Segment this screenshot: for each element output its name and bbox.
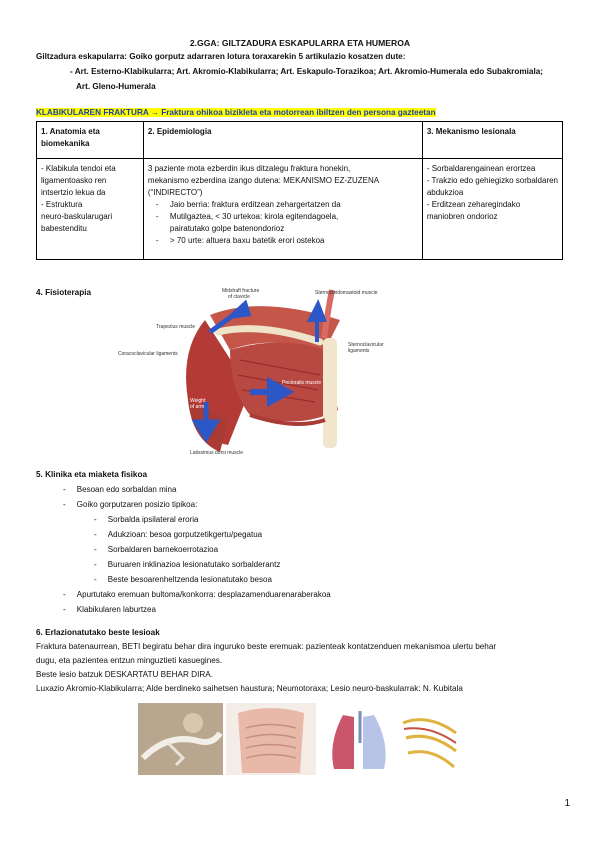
- klinika-subitem: - Sorbaldaren barnekoerrotazioa: [94, 545, 219, 554]
- cell-line: - Estruktura: [41, 200, 83, 209]
- table-cell-anatomia: [37, 159, 144, 260]
- erlazionatutako-heading: 6. Erlazionatutako beste lesioak: [36, 628, 160, 637]
- cell-line: - Trakzio edo gehiegizko sorbaldaren: [426, 176, 558, 185]
- pneumothorax-illustration: [319, 703, 397, 775]
- klinika-item-text: Goiko gorputzaren posizio tipikoa:: [76, 500, 198, 509]
- klinika-subitem: - Sorbalda ipsilateral eroria: [94, 515, 199, 524]
- sternum-bone: [323, 338, 337, 448]
- highlight-text: KLABIKULAREN FRAKTURA → Fraktura ohikoa bizikleta eta motorrean ibiltzen den persona gazteetan: [36, 108, 436, 117]
- table-cell-epidemiologia: [143, 159, 422, 260]
- label-weight-2: of arm: [190, 404, 205, 410]
- cell-line: babestenditu: [41, 224, 87, 233]
- sub-item-text: Mutilgaztea, < 30 urtekoa: kirola egitendagoela,: [169, 212, 339, 221]
- label-latissimus: Latissimus dorsi muscle: [190, 450, 244, 456]
- highlight-heading: [36, 108, 436, 117]
- cell-line: mekanismo ezberdina izango dutena: MEKANISMO EZ-ZUZENA: [147, 176, 380, 185]
- erlazionatutako-line-2: dugu, eta pazientea entzun minguztieti kasuegines.: [36, 656, 223, 665]
- fisioterapia-heading: 4. Fisioterapia: [36, 288, 92, 297]
- cell-line: neuro-baskularugari: [41, 212, 113, 221]
- intro-line-3: Art. Gleno-Humerala: [76, 82, 156, 91]
- klinika-item-text: Apurtutako eremuan bultoma/konkorra: desplazamenduarenaraberakoa: [76, 590, 331, 599]
- page-number: 1: [564, 798, 570, 809]
- klinika-subitem: - Adukzioan: besoa gorputzetikgertu/pegatua: [94, 530, 263, 539]
- label-midshaft-2: of clavicle: [228, 294, 250, 300]
- cell-line: - Erditzean zeharegindako: [426, 200, 521, 209]
- cell-line: maniobren ondorioz: [426, 212, 498, 221]
- table-header-epidemiologia: 2. Epidemiologia: [143, 122, 422, 159]
- klinika-subitem-text: Sorbaldaren barnekoerrotazioa: [107, 545, 219, 554]
- sub-item: - Jaio berria: fraktura erditzean zehargertatzen da: [155, 200, 341, 209]
- intro-line-1: Giltzadura eskapularra: Goiko gorputz adarraren lotura toraxarekin 5 artikulazio kosatzen dute:: [36, 52, 406, 61]
- label-coracoclavicular: Coracoclavicular ligaments: [118, 351, 178, 357]
- klinika-heading: 5. Klinika eta miaketa fisikoa: [36, 470, 148, 479]
- klabikula-table: [36, 121, 563, 260]
- label-sternoclavicular-2: ligaments: [348, 348, 370, 354]
- table-header-mekanismoa: 3. Mekanismo lesionala: [422, 122, 562, 159]
- label-sternoclavicular: Sternoclavicular: [348, 342, 384, 348]
- table-cell-mekanismoa: [422, 159, 562, 260]
- klinika-subitem-text: Sorbalda ipsilateral eroria: [107, 515, 199, 524]
- erlazionatutako-line-3: Beste lesio batzuk DESKARTATU BEHAR DIRA.: [36, 670, 213, 679]
- klinika-item-text: Besoan edo sorbaldan mina: [76, 485, 177, 494]
- klinika-item: - Klabikularen laburtzea: [63, 605, 156, 614]
- intro-line-2: - Art. Esterno-Klabikularra; Art. Akromio-Klabikularra; Art. Eskapulo-Torazikoa; Art. Akromio-Humerala edo Subakromiala;: [70, 67, 543, 76]
- klinika-item: - Besoan edo sorbaldan mina: [63, 485, 177, 494]
- klinika-subitem: - Buruaren inklinazioa lesionatutako sorbalderantz: [94, 560, 281, 569]
- cell-line: - Sorbaldarengainean erortzea: [426, 164, 536, 173]
- klinika-subitem-text: Buruaren inklinazioa lesionatutako sorbalderantz: [107, 560, 281, 569]
- klinika-subitem-text: Adukzioan: besoa gorputzetikgertu/pegatua: [107, 530, 263, 539]
- table-header-anatomia: 1. Anatomia eta biomekanika: [37, 122, 144, 159]
- cell-line: - Klabikula tendoi eta: [41, 164, 116, 173]
- cell-line: 3 paziente mota ezberdin ikus ditzalegu fraktura honekin,: [147, 164, 351, 173]
- label-sternocleidomastoid: Sternocleidomastoid muscle: [315, 290, 378, 296]
- sub-item-text: pairatutako golpe batenondorioz: [169, 224, 285, 233]
- klinika-item: - Apurtutako eremuan bultoma/konkorra: desplazamenduarenaraberakoa: [63, 590, 331, 599]
- page-title: 2.GGA: GILTZADURA ESKAPULARRA ETA HUMEROA: [189, 38, 411, 48]
- sub-item: - > 70 urte: altuera baxu batetik erori ostekoa: [155, 236, 325, 245]
- label-trapezius: Trapezius muscle: [156, 324, 195, 330]
- erlazionatutako-line-4: Luxazio Akromio-Klabikularra; Alde berdineko saihetsen haustura; Neumotoraxa; Lesio neuro-baskularrak: N. Kubitala: [36, 684, 463, 693]
- label-pectoralis: Pectoralis muscle: [282, 380, 322, 386]
- cell-line: intsertzio lekua da: [41, 188, 106, 197]
- cell-line: (“INDIRECTO”): [147, 188, 203, 197]
- label-midshaft: Midshaft fracture: [222, 288, 260, 294]
- cell-line: ligamentoasko ren: [41, 176, 107, 185]
- klinika-subitem-text: Beste besoarenheltzenda lesionatutako besoa: [107, 575, 272, 584]
- sub-item-continuation: [148, 223, 418, 235]
- cell-line: abdukzioa: [426, 188, 464, 197]
- sub-item-text: > 70 urte: altuera baxu batetik erori ostekoa: [169, 236, 325, 245]
- sub-item-text: Jaio berria: fraktura erditzean zehargertatzen da: [169, 200, 341, 209]
- sub-item: - Mutilgaztea, < 30 urtekoa: kirola egitendagoela,: [155, 212, 339, 221]
- label-weight: Weight: [190, 398, 206, 404]
- klinika-subitem: - Beste besoarenheltzenda lesionatutako besoa: [94, 575, 272, 584]
- klinika-item-text: Klabikularen laburtzea: [76, 605, 156, 614]
- erlazionatutako-line-1: Fraktura batenaurrean, BETI begiratu behar dira inguruko beste eremuak: pazienteak kontatzenduen mekanismoa ulertu behar: [36, 642, 497, 651]
- related-lesions-figure-strip: [138, 703, 461, 775]
- clavicle-anatomy-figure: [110, 280, 490, 460]
- klinika-item: - Goiko gorputzaren posizio tipikoa:: [63, 500, 198, 509]
